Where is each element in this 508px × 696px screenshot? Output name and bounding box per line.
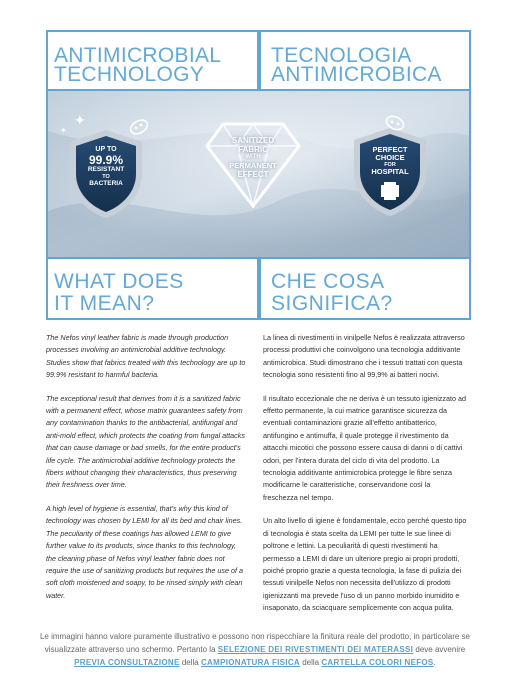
it-title-line-2: ANTIMICROBICA: [271, 63, 442, 86]
en-title-line-2: TECHNOLOGY: [54, 63, 205, 86]
english-column: [46, 332, 246, 613]
english-paragraph: The Nefos vinyl leather fabric is made through production processes involving an antimicrobial additive technology. Studies show that fabrics treated with this technology are up to 99.9% resistant to harmful bacteria.: [46, 333, 246, 380]
bacteria-icon: [128, 116, 150, 138]
italian-paragraph: La linea di rivestimenti in vinilpelle Nefos è realizzata attraverso processi produttivi che coinvolgono una tecnologia additivante antimicrobica. Studi dimostrano che i tessuti trattati con questa tecnologia sono resistenti fino al 99,9% ai batteri nocivi.: [263, 333, 465, 380]
it-subhead-line-1: CHE COSA: [271, 270, 385, 293]
en-subhead-line-2: IT MEAN?: [54, 292, 155, 315]
footer-link-samples: CAMPIONATURA FISICA: [200, 658, 300, 667]
sparkle-icon: ✦: [60, 126, 67, 135]
right-badge-text: PERFECT CHOICE FOR HOSPITAL: [371, 145, 409, 176]
bacteria-icon: [384, 112, 406, 134]
english-paragraph: The exceptional result that derives from it is a sanitized fabric with a permanent effect, whose matrix guarantees safety from any contamination thanks to the antibacterial, antifungal and anti-mold effect, which protects the coating from fungal attacks that can cause damage or bad smells, for the entire product's life cycle. The antimicrobial additive technology protects the fibers without changing their characteristics, thus preserving their freshness over time.: [46, 393, 245, 490]
center-badge-text: SANITIZED FABRIC WITH PERMANENT EFFECT: [229, 136, 277, 179]
footer-disclaimer: Le immagini hanno valore puramente illustrativo e possono non rispecchiare la finitura reale del prodotto, in particolare se visualizzate attraverso uno schermo. Pertanto la SELEZIONE DEI RIVESTIMENTI DEI MATERASSI deve avvenire PREVIA CONSULTAZIONE della CAMPIONATURA FISICA della CARTELLA COLORI NEFOS.: [39, 632, 471, 667]
en-subhead-line-1: WHAT DOES: [54, 270, 184, 293]
left-badge-text: UP TO 99.9% RESISTANT TO BACTERIA: [87, 146, 125, 187]
english-paragraph: A high level of hygiene is essential, that's why this kind of technology was chosen by LEMI for all its bed and chair lines. The peculiarity of these coatings has allowed LEMI to give further value to its products, since thanks to this technology, the cleaning phase of Nefos vinyl leather fabric does not require the use of sanitizing products but requires the use of a soft cloth moistened and soapy, to be rinsed simply with clean water.: [46, 503, 243, 600]
italian-paragraph: Un alto livello di igiene è fondamentale, ecco perché questo tipo di tecnologia è stata scelta da LEMI per tutte le sue linee di poltrone e lettini. La peculiarità di questi rivestimenti ha permesso a LEMI di dare un ulteriore pregio ai propri prodotti, poiché proprio grazie a questa tecnologia, la fase di pulizia dei tessuti vinilpelle Nefos non necessita dell'utilizzo di prodotti igienizzanti ma prevede l'uso di un panno morbido inumidito e insaponato, da sciacquare semplicemente con acqua pulita.: [263, 516, 467, 613]
it-title-line-1: TECNOLOGIA: [271, 44, 412, 67]
it-subhead-line-2: SIGNIFICA?: [271, 292, 393, 315]
footer-link-selection: SELEZIONE DEI RIVESTIMENTI DEI MATERASSI: [217, 645, 414, 654]
italian-paragraph: Il risultato eccezionale che ne deriva è un tessuto igienizzato ad effetto permanente, la cui matrice garantisce sicurezza da eventuali contaminazioni grazie all'effetto antibatterico, antifungino e antimuffa, il quale protegge il rivestimento da attacchi micotici che possono essere causa di danni o di cattivi odori, per l'intera durata del ciclo di vita del prodotto. La tecnologia additivante antimicrobica protegge le fibre senza modificarne le caratteristiche, conservandone così la freschezza nel tempo.: [263, 393, 466, 502]
italian-column: [263, 332, 467, 626]
sparkle-icon: ✦: [74, 112, 86, 128]
en-title-line-1: ANTIMICROBIAL: [54, 44, 222, 67]
footer-link-color-chart: CARTELLA COLORI NEFOS: [321, 658, 434, 667]
footer-link-consultation: PREVIA CONSULTAZIONE: [74, 658, 180, 667]
